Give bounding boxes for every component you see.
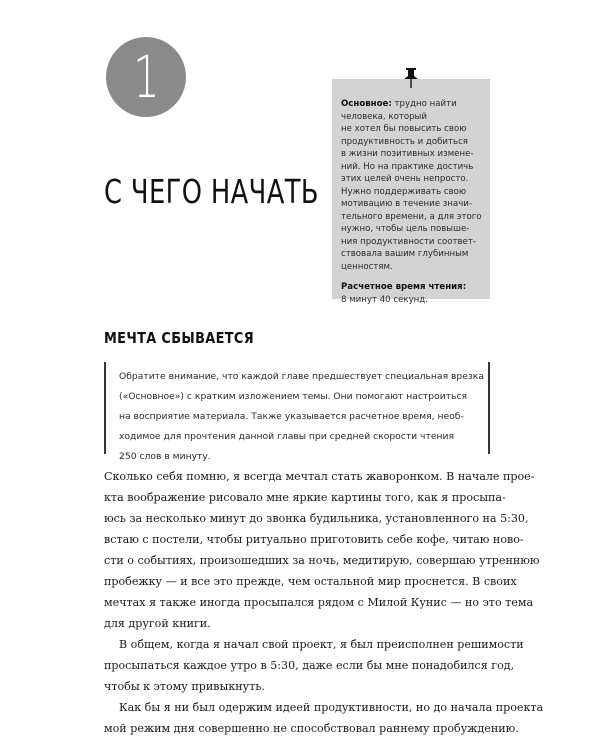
summary-line: Нужно поддерживать свою [341,186,467,197]
summary-line: мотивацию в течение значи- [341,199,472,209]
paragraph-line: кта воображение рисовало мне яркие картины того, как я просыпа- [104,491,506,504]
callout-left-rule [104,362,106,454]
callout-line: 250 слов в минуту. [119,451,211,462]
summary-line: этих целей очень непросто. [341,174,469,184]
summary-line: ценностям. [341,261,393,272]
callout-line: на восприятие материала. Также указывается расчетное время, необ- [119,411,464,422]
paragraph-line: мечтах я также иногда просыпался рядом с Милой Кунис — но это тема [104,596,534,609]
summary-line: человека, который [341,111,427,122]
summary-text: трудно найти [394,99,457,109]
callout-line: Обратите внимание, что каждой главе предшествует специальная врезка [119,371,484,382]
paragraph-line: просыпаться каждое утро в 5:30, даже если бы мне понадобился год, [104,659,515,672]
callout-right-rule [488,362,490,454]
summary-card [332,79,490,305]
summary-line [341,98,482,111]
push-pin-icon [404,68,418,88]
paragraph-line: Как бы я ни был одержим идеей продуктивности, но до начала проекта [119,701,544,714]
reading-time-value: 8 минут 40 секунд. [341,294,428,305]
section-heading: МЕЧТА СБЫВАЕТСЯ [104,329,255,347]
summary-label: Основное: [341,99,392,109]
body-text [104,466,544,739]
summary-line: нужно, чтобы цель повыше- [341,224,470,234]
paragraph-line: юсь за несколько минут до звонка будильника, установленного на 5:30, [104,512,529,525]
summary-line: продуктивность и добиться [341,136,468,147]
paragraph-line: чтобы к этому привыкнуть. [104,680,265,693]
paragraph-line: пробежку — и все это прежде, чем остальной мир проснется. В своих [104,575,517,588]
paragraph-line: для другой книги. [104,617,211,630]
summary-line: ния продуктивности соответ- [341,236,476,247]
callout-line: ходимое для прочтения данной главы при средней скорости чтения [119,431,454,442]
summary-line: в жизни позитивных измене- [341,149,474,159]
summary-line: ствовала вашим глубинным [341,249,469,259]
callout-text [119,367,484,467]
paragraph-line: встаю с постели, чтобы ритуально приготовить себе кофе, читаю ново- [104,533,524,546]
reading-time-label: Расчетное время чтения: [341,282,467,292]
paragraph-line: В общем, когда я начал свой проект, я был преисполнен решимости [119,638,524,651]
chapter-number: 1 [132,43,160,111]
chapter-title: С ЧЕГО НАЧАТЬ [104,172,319,211]
paragraph-line: сти о событиях, произошедших за ночь, медитирую, совершаю утреннюю [104,554,540,567]
paragraph-line: Сколько себя помню, я всегда мечтал стать жаворонком. В начале прое- [104,470,535,483]
summary-line: не хотел бы повысить свою [341,124,467,134]
callout-line: («Основное») с кратким изложением темы. Они помогают настроиться [119,391,468,402]
chapter-number-badge [106,37,186,117]
paragraph-line: мой режим дня совершенно не способствовал раннему пробуждению. [104,722,519,735]
callout-box [104,362,490,462]
summary-line: ний. Но на практике достичь [341,161,474,172]
summary-line: тельного времени, а для этого [341,211,482,222]
